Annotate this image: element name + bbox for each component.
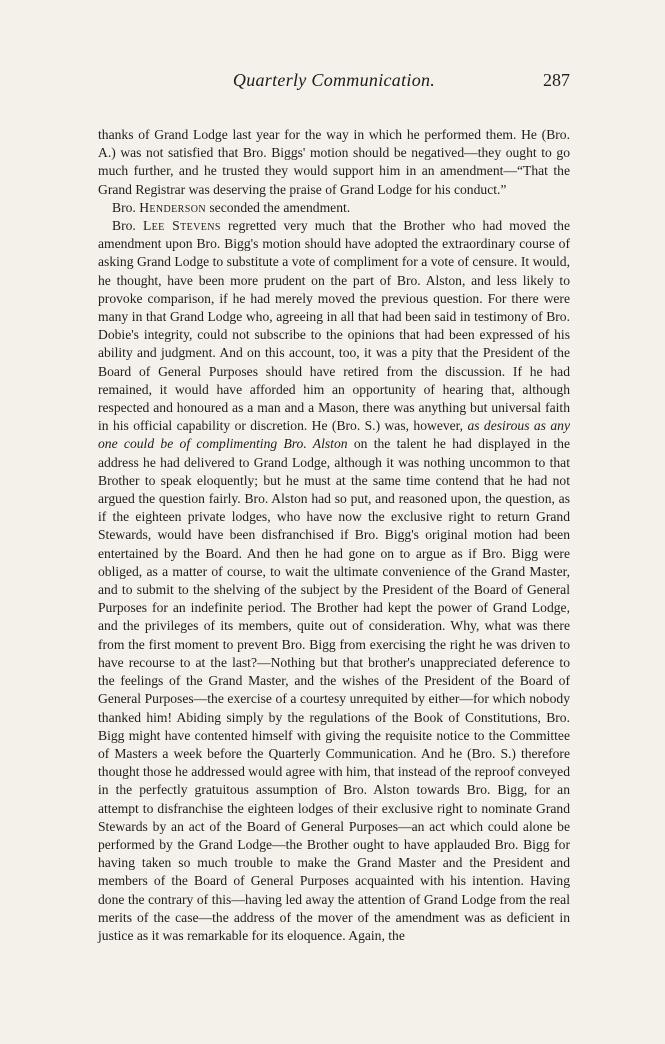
page-header <box>98 70 570 98</box>
page-number: 287 <box>543 70 570 90</box>
paragraph-2 <box>98 199 570 217</box>
paragraph-1: thanks of Grand Lodge last year for the way in which he performed them. He (Bro. A.) was not satisfied that Bro. Biggs' motion should be negatived—they ought to go much further, and he trusted they would support him in an amendment—“That the Grand Registrar was deserving the praise of Grand Lodge for his conduct.” <box>98 127 570 197</box>
speaker-prefix: Bro. <box>112 218 136 234</box>
emphasized-text: as desirous as any one could be of complimenting Bro. Alston <box>98 418 570 452</box>
speaker-name: Henderson <box>139 199 206 215</box>
paragraph-3 <box>98 217 570 945</box>
running-title: Quarterly Communication. <box>232 70 436 90</box>
paragraph-text-continued: on the talent he had displayed in the address he had delivered to Grand Lodge, although it was nothing uncommon to that Brother to speak eloquently; but he must at the same time contend that he had not argued the question fairly. Bro. Alston had so put, and reasoned upon, the question, as if the eighteen private lodges, who have now the exclusive right to return Grand Stewards, would have been disfranchised if Bro. Bigg's original motion had been entertained by the Board. And then he had gone on to argue as if Bro. Bigg were obliged, as a matter of course, to wait the ultimate convenience of the Grand Master, and to submit to the shelving of the subject by the President of the Board of General Purposes for an indefinite period. The Brother had kept the power of Grand Lodge, and the privileges of its members, quite out of consideration. Why, what was there from the first moment to prevent Bro. Bigg from exercising the right he was driven to have recourse to at the last?—Nothing but that brother's unappreciated deference to the feelings of the Grand Master, and the wishes of the President of the Board of General Purposes—the exercise of a courtesy unrequited by either—for which nobody thanked him! Abiding simply by the regulations of the Book of Constitutions, Bro. Bigg might have contented himself with giving the requisite notice to the Committee of Masters a week before the Quarterly Communication. And he (Bro. S.) therefore thought those he addressed would agree with him, that instead of the reproof conveyed in the perfectly gratuitous assumption of Bro. Alston towards Bro. Bigg, for an attempt to disfranchise the eighteen lodges of their exclusive right to nominate Grand Stewards by an act of the Board of General Purposes—an act which could alone be performed by the Grand Lodge—the Brother ought to have applauded Bro. Bigg for having taken so much trouble to make the Grand Master and the President and members of the Board of General Purposes acquainted with his intention. Having done the contrary of this—having led away the attention of Grand Lodge from the real merits of the case—the address of the mover of the amendment was as deficient in justice as it was remarkable for its eloquence. Again, the <box>98 436 570 943</box>
paragraph-text: seconded the amendment. <box>209 199 351 215</box>
body-text <box>98 126 570 945</box>
speaker-name: Lee Stevens <box>142 218 221 234</box>
paragraph-text: regretted very much that the Brother who had moved the amendment upon Bro. Bigg's motion should have adopted the extraordinary course of asking Grand Lodge to substitute a vote of compliment for a vote of censure. It would, he thought, have been more prudent on the part of Bro. Alston, and less likely to provoke comparison, if he had merely moved the previous question. For there were many in that Grand Lodge who, agreeing in all that had been said in testimony of Bro. Dobie's integrity, could not subscribe to the opinions that had been expressed of his ability and judgment. And on this account, too, it was a pity that the President of the Board of General Purposes should have retired from the discussion. If he had remained, it would have afforded him an opportunity of hearing that, although respected and honoured as a man and a Mason, there was anything but universal faith in his official capability or discretion. He (Bro. S.) was, however, <box>98 218 571 434</box>
speaker-prefix: Bro. <box>112 199 136 215</box>
